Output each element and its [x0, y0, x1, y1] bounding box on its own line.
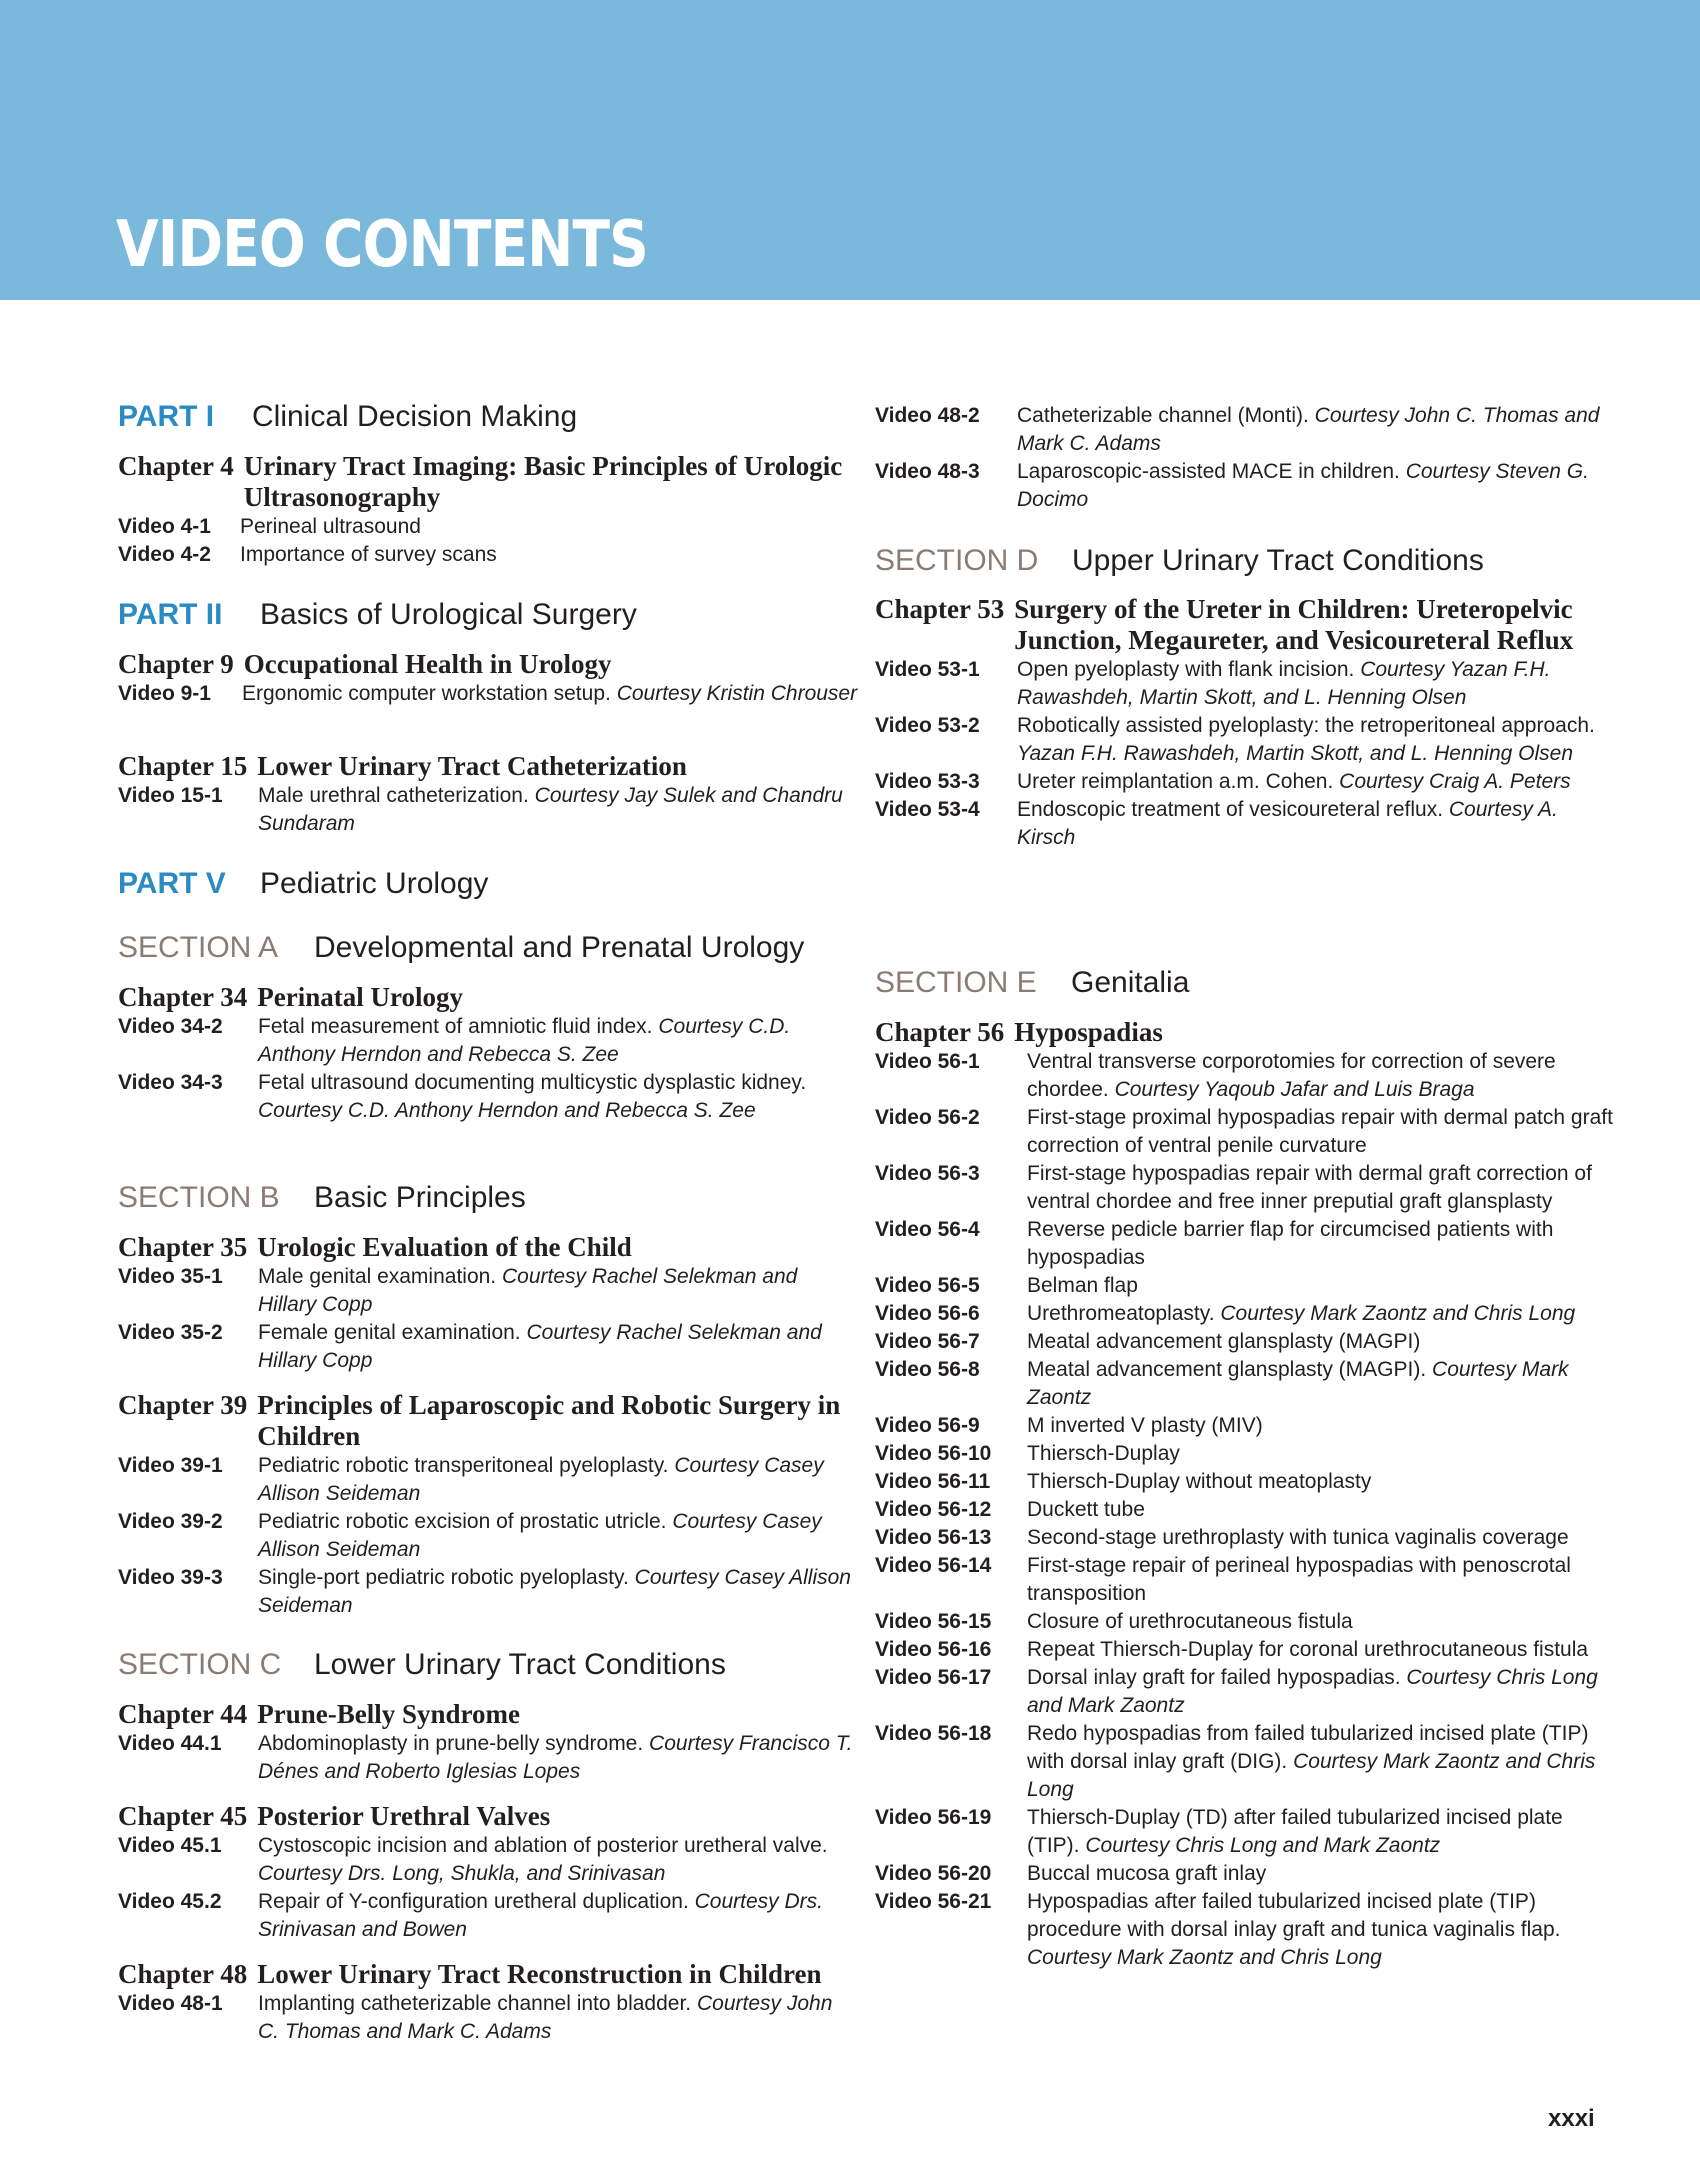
video-entry [875, 458, 1620, 514]
video-title: Ventral transverse corporotomies for correction of severe chordee. [1027, 1050, 1556, 1101]
video-entry [875, 1552, 1620, 1608]
chapter-label: Chapter 15 [118, 751, 248, 781]
video-list [118, 1832, 858, 1944]
video-title: Dorsal inlay graft for failed hypospadias. [1027, 1666, 1401, 1689]
video-title: First-stage proximal hypospadias repair with dermal patch graft correction of ventral penile curvature [1027, 1106, 1613, 1157]
video-title: Female genital examination. [258, 1321, 521, 1344]
video-entry [875, 1524, 1620, 1552]
video-title: Repeat Thiersch-Duplay for coronal urethrocutaneous fistula [1027, 1638, 1589, 1661]
chapter-heading [118, 1959, 858, 1990]
video-entry [875, 1356, 1620, 1412]
part-title: Basics of Urological Surgery [260, 598, 637, 631]
video-credit: Courtesy Yazan F.H. Rawashdeh, Martin Skott, and L. Henning Olsen [1017, 658, 1551, 709]
chapter-title: Occupational Health in Urology [243, 649, 612, 679]
video-title: Catheterizable channel (Monti). [1017, 404, 1309, 427]
video-entry [875, 1216, 1620, 1272]
chapter-title: Urinary Tract Imaging: Basic Principles of Urologic Ultrasonography [243, 451, 843, 512]
video-description [1027, 1412, 1620, 1440]
video-label: Video 48-1 [118, 1992, 223, 2015]
video-label: Video 56-17 [875, 1666, 992, 1689]
video-label: Video 44.1 [118, 1732, 222, 1755]
chapter-title: Posterior Urethral Valves [257, 1801, 551, 1831]
video-entry [875, 1496, 1620, 1524]
section-heading [118, 1648, 858, 1682]
chapter-title: Lower Urinary Tract Catheterization [257, 751, 687, 781]
chapter-label: Chapter 39 [118, 1390, 248, 1420]
video-description [1027, 1300, 1620, 1328]
video-label: Video 53-4 [875, 798, 980, 821]
video-title: Perineal ultrasound [240, 515, 421, 538]
video-description [258, 782, 858, 838]
video-entry [875, 1720, 1620, 1804]
video-credit: Courtesy Drs. Srinivasan and Bowen [258, 1890, 823, 1941]
video-label: Video 48-3 [875, 460, 980, 483]
video-label: Video 39-1 [118, 1454, 223, 1477]
video-credit: Courtesy Mark Zaontz and Chris Long [1027, 1946, 1382, 1969]
chapter-heading [118, 649, 858, 680]
part-heading [118, 867, 858, 901]
video-credit: Courtesy Francisco T. Dénes and Roberto Iglesias Lopes [258, 1732, 853, 1783]
chapter-block [875, 594, 1620, 852]
video-title: Ureter reimplantation a.m. Cohen. [1017, 770, 1334, 793]
chapter-label: Chapter 34 [118, 982, 248, 1012]
video-description [1027, 1608, 1620, 1636]
video-title: Urethromeatoplasty. [1027, 1302, 1215, 1325]
video-label: Video 56-1 [875, 1050, 980, 1073]
video-title: Pediatric robotic transperitoneal pyeloplasty. [258, 1454, 669, 1477]
video-entry [875, 1272, 1620, 1300]
video-title: Meatal advancement glansplasty (MAGPI). [1027, 1358, 1427, 1381]
chapter-title: Urologic Evaluation of the Child [257, 1232, 632, 1262]
video-description [258, 1069, 858, 1125]
chapter-label: Chapter 53 [875, 594, 1005, 624]
video-list [118, 1452, 858, 1620]
video-label: Video 56-2 [875, 1106, 980, 1129]
chapter-block [118, 1390, 858, 1620]
video-title: Repair of Y-configuration uretheral duplication. [258, 1890, 689, 1913]
part-title: Pediatric Urology [260, 867, 489, 900]
part-heading [118, 400, 858, 434]
video-title: Fetal measurement of amniotic fluid index. [258, 1015, 653, 1038]
video-entry [875, 1328, 1620, 1356]
video-credit: Courtesy John C. Thomas and Mark C. Adams [258, 1992, 833, 2043]
chapter-label: Chapter 9 [118, 649, 234, 679]
video-title: Robotically assisted pyeloplasty: the retroperitoneal approach. [1017, 714, 1595, 737]
chapter-block [118, 1699, 858, 1786]
video-credit: Courtesy Mark Zaontz and Chris Long [1220, 1302, 1576, 1325]
video-credit: Courtesy Chris Long and Mark Zaontz [1085, 1834, 1441, 1857]
video-label: Video 34-2 [118, 1015, 223, 1038]
video-description [1027, 1860, 1620, 1888]
video-description [1027, 1496, 1620, 1524]
video-description [240, 513, 858, 541]
chapter-block [118, 982, 858, 1125]
section-label: SECTION E [875, 966, 1037, 999]
video-description [258, 1990, 858, 2046]
video-title: Hypospadias after failed tubularized incised plate (TIP) procedure with dorsal inlay graft and tunica vaginalis flap. [1027, 1890, 1561, 1941]
video-description [258, 1832, 858, 1888]
video-title: Laparoscopic-assisted MACE in children. [1017, 460, 1400, 483]
video-label: Video 39-2 [118, 1510, 223, 1533]
video-title: Implanting catheterizable channel into bladder. [258, 1992, 692, 2015]
chapter-block [118, 1232, 858, 1375]
video-title: Redo hypospadias from failed tubularized incised plate (TIP) with dorsal inlay graft (DIG). [1027, 1722, 1589, 1773]
video-title: Second-stage urethroplasty with tunica vaginalis coverage [1027, 1526, 1569, 1549]
chapter-heading [875, 594, 1620, 656]
video-entry [875, 768, 1620, 796]
video-entry [875, 402, 1620, 458]
video-title: Belman flap [1027, 1274, 1138, 1297]
chapter-label: Chapter 44 [118, 1699, 248, 1729]
video-label: Video 45.2 [118, 1890, 222, 1913]
video-entry [118, 1832, 858, 1888]
part-label: PART V [118, 867, 226, 900]
chapter-block [118, 451, 858, 569]
chapter-label: Chapter 48 [118, 1959, 248, 1989]
video-label: Video 56-21 [875, 1890, 992, 1913]
video-entry [118, 1013, 858, 1069]
video-entry [875, 1160, 1620, 1216]
chapter-heading [118, 751, 858, 782]
video-description [1027, 1356, 1620, 1412]
video-credit: Courtesy John C. Thomas and Mark C. Adams [1017, 404, 1600, 455]
video-label: Video 56-14 [875, 1554, 992, 1577]
video-label: Video 56-7 [875, 1330, 980, 1353]
section-label: SECTION C [118, 1648, 282, 1681]
video-title: Endoscopic treatment of vesicoureteral reflux. [1017, 798, 1444, 821]
part-heading [118, 598, 858, 632]
video-label: Video 53-1 [875, 658, 980, 681]
video-label: Video 4-2 [118, 543, 211, 566]
video-list [118, 680, 858, 708]
video-title: Thiersch-Duplay (TD) after failed tubularized incised plate (TIP). [1027, 1806, 1563, 1857]
video-entry [875, 1888, 1620, 1972]
section-label: SECTION D [875, 544, 1039, 577]
video-label: Video 56-3 [875, 1162, 980, 1185]
video-label: Video 56-9 [875, 1414, 980, 1437]
video-title: Pediatric robotic excision of prostatic utricle. [258, 1510, 667, 1533]
video-entry [875, 1608, 1620, 1636]
video-description [258, 1013, 858, 1069]
section-label: SECTION B [118, 1181, 280, 1214]
video-entry [875, 1468, 1620, 1496]
video-label: Video 56-5 [875, 1274, 980, 1297]
chapter-label: Chapter 35 [118, 1232, 248, 1262]
video-entry [875, 712, 1620, 768]
video-credit: Yazan F.H. Rawashdeh, Martin Skott, and L. Henning Olsen [1017, 742, 1574, 765]
section-title: Upper Urinary Tract Conditions [1072, 544, 1484, 577]
video-label: Video 56-20 [875, 1862, 992, 1885]
video-label: Video 56-18 [875, 1722, 992, 1745]
video-label: Video 56-13 [875, 1526, 992, 1549]
video-credit: Courtesy Rachel Selekman and Hillary Copp [258, 1265, 798, 1316]
part-label: PART II [118, 598, 223, 631]
video-description [1027, 1328, 1620, 1356]
video-entry [875, 796, 1620, 852]
chapter-label: Chapter 56 [875, 1017, 1005, 1047]
chapter-title: Hypospadias [1014, 1017, 1163, 1047]
video-title: Cystoscopic incision and ablation of posterior uretheral valve. [258, 1834, 828, 1857]
video-entry [875, 1860, 1620, 1888]
section-heading [118, 931, 858, 965]
video-description [1017, 458, 1620, 514]
video-description [242, 680, 858, 708]
video-entry [118, 1990, 858, 2046]
video-description [258, 1730, 858, 1786]
video-label: Video 15-1 [118, 784, 223, 807]
video-description [258, 1564, 858, 1620]
chapter-title: Perinatal Urology [257, 982, 463, 1012]
section-title: Developmental and Prenatal Urology [314, 931, 805, 964]
video-title: Buccal mucosa graft inlay [1027, 1862, 1267, 1885]
video-description [1027, 1104, 1620, 1160]
video-credit: Courtesy Chris Long and Mark Zaontz [1027, 1666, 1598, 1717]
video-list [875, 402, 1620, 514]
header-banner [0, 0, 1700, 300]
video-credit: Courtesy Craig A. Peters [1339, 770, 1571, 793]
video-entry [118, 1730, 858, 1786]
video-entry [118, 513, 858, 541]
video-title: Closure of urethrocutaneous fistula [1027, 1610, 1353, 1633]
video-label: Video 56-12 [875, 1498, 992, 1521]
chapter-block [875, 1017, 1620, 1972]
video-description [258, 1508, 858, 1564]
chapter-heading [118, 1699, 858, 1730]
page-title: VIDEO CONTENTS [116, 208, 648, 282]
video-entry [118, 782, 858, 838]
video-title: Open pyeloplasty with flank incision. [1017, 658, 1355, 681]
video-entry [118, 1564, 858, 1620]
section-label: SECTION A [118, 931, 279, 964]
video-list [118, 1013, 858, 1125]
video-description [1017, 712, 1620, 768]
video-title: Abdominoplasty in prune-belly syndrome. [258, 1732, 644, 1755]
video-label: Video 53-2 [875, 714, 980, 737]
video-label: Video 56-10 [875, 1442, 992, 1465]
video-label: Video 56-8 [875, 1358, 980, 1381]
chapter-continued-block [875, 402, 1620, 514]
video-title: Male genital examination. [258, 1265, 497, 1288]
video-entry [118, 1263, 858, 1319]
video-description [1027, 1524, 1620, 1552]
video-label: Video 35-1 [118, 1265, 223, 1288]
video-description [1027, 1440, 1620, 1468]
video-title: Fetal ultrasound documenting multicystic dysplastic kidney. [258, 1071, 807, 1094]
video-credit: Courtesy Drs. Long, Shukla, and Srinivasan [258, 1862, 666, 1885]
video-entry [118, 541, 858, 569]
video-entry [875, 1104, 1620, 1160]
video-label: Video 35-2 [118, 1321, 223, 1344]
video-label: Video 4-1 [118, 515, 211, 538]
video-description [1027, 1216, 1620, 1272]
chapter-title: Prune-Belly Syndrome [257, 1699, 521, 1729]
video-description [1027, 1888, 1620, 1972]
video-credit: Courtesy Rachel Selekman and Hillary Copp [258, 1321, 822, 1372]
page-number: xxxi [1548, 2105, 1595, 2132]
video-label: Video 56-15 [875, 1610, 992, 1633]
video-label: Video 56-6 [875, 1302, 980, 1325]
video-credit: Courtesy Kristin Chrouser [616, 682, 858, 705]
video-entry [875, 1804, 1620, 1860]
video-label: Video 39-3 [118, 1566, 223, 1589]
video-title: First-stage repair of perineal hypospadias with penoscrotal transposition [1027, 1554, 1571, 1605]
video-credit: Courtesy Mark Zaontz and Chris Long [1027, 1750, 1596, 1801]
video-title: Reverse pedicle barrier flap for circumcised patients with hypospadias [1027, 1218, 1554, 1269]
section-title: Genitalia [1071, 966, 1190, 999]
video-title: M inverted V plasty (MIV) [1027, 1414, 1263, 1437]
video-list [118, 782, 858, 838]
part-title: Clinical Decision Making [252, 400, 578, 433]
video-title: First-stage hypospadias repair with dermal graft correction of ventral chordee and free inner preputial graft glansplasty [1027, 1162, 1592, 1213]
video-title: Duckett tube [1027, 1498, 1145, 1521]
part-label: PART I [118, 400, 215, 433]
video-entry [875, 1300, 1620, 1328]
video-description [258, 1452, 858, 1508]
video-description [258, 1888, 858, 1944]
video-entry [118, 1508, 858, 1564]
video-description [1027, 1720, 1620, 1804]
chapter-heading [118, 982, 858, 1013]
video-list [118, 513, 858, 569]
chapter-label: Chapter 45 [118, 1801, 248, 1831]
video-label: Video 45.1 [118, 1834, 222, 1857]
video-title: Ergonomic computer workstation setup. [242, 682, 611, 705]
video-credit: Courtesy Mark Zaontz [1027, 1358, 1569, 1409]
video-entry [118, 1452, 858, 1508]
video-description [1027, 1468, 1620, 1496]
chapter-block [118, 649, 858, 708]
chapter-heading [118, 1801, 858, 1832]
video-description [1027, 1272, 1620, 1300]
video-credit: Courtesy Casey Allison Seideman [258, 1454, 824, 1505]
chapter-title: Principles of Laparoscopic and Robotic Surgery in Children [257, 1390, 841, 1451]
section-heading [118, 1181, 858, 1215]
video-label: Video 53-3 [875, 770, 980, 793]
video-label: Video 9-1 [118, 682, 211, 705]
video-title: Male urethral catheterization. [258, 784, 529, 807]
chapter-title: Lower Urinary Tract Reconstruction in Children [257, 1959, 822, 1989]
video-list [875, 656, 1620, 852]
video-description [258, 1263, 858, 1319]
video-description [1027, 1048, 1620, 1104]
video-description [1017, 768, 1620, 796]
video-entry [875, 1048, 1620, 1104]
video-label: Video 56-4 [875, 1218, 980, 1241]
video-description [1017, 796, 1620, 852]
video-list [118, 1263, 858, 1375]
video-entry [875, 656, 1620, 712]
video-credit: Courtesy Casey Allison Seideman [258, 1566, 851, 1617]
chapter-block [118, 1801, 858, 1944]
video-label: Video 56-11 [875, 1470, 991, 1493]
video-credit: Courtesy Yaqoub Jafar and Luis Braga [1114, 1078, 1475, 1101]
chapter-block [118, 751, 858, 838]
video-title: Importance of survey scans [240, 543, 497, 566]
video-credit: Courtesy Jay Sulek and Chandru Sundaram [258, 784, 843, 835]
video-entry [875, 1636, 1620, 1664]
video-label: Video 56-19 [875, 1806, 992, 1829]
video-credit: Courtesy Casey Allison Seideman [258, 1510, 822, 1561]
section-heading [875, 966, 1620, 1000]
video-entry [118, 1888, 858, 1944]
video-list [118, 1990, 858, 2046]
video-description [1027, 1804, 1620, 1860]
video-label: Video 34-3 [118, 1071, 223, 1094]
video-entry [118, 1069, 858, 1125]
video-description [1027, 1664, 1620, 1720]
chapter-title: Surgery of the Ureter in Children: Ureteropelvic Junction, Megaureter, and Vesicoureteral Reflux [1014, 594, 1574, 655]
chapter-heading [875, 1017, 1620, 1048]
video-description [1017, 656, 1620, 712]
video-list [875, 1048, 1620, 1972]
video-credit: Courtesy Steven G. Docimo [1017, 460, 1589, 511]
section-title: Basic Principles [314, 1181, 526, 1214]
video-entry [875, 1440, 1620, 1468]
video-entry [875, 1664, 1620, 1720]
chapter-label: Chapter 4 [118, 451, 234, 481]
video-credit: Courtesy A. Kirsch [1017, 798, 1558, 849]
video-description [258, 1319, 858, 1375]
video-list [118, 1730, 858, 1786]
video-entry [875, 1412, 1620, 1440]
video-description [1027, 1636, 1620, 1664]
video-entry [118, 680, 858, 708]
video-description [1027, 1552, 1620, 1608]
video-title: Meatal advancement glansplasty (MAGPI) [1027, 1330, 1421, 1353]
chapter-heading [118, 1390, 858, 1452]
chapter-heading [118, 1232, 858, 1263]
video-credit: Courtesy C.D. Anthony Herndon and Rebecca S. Zee [258, 1099, 756, 1122]
video-description [1017, 402, 1620, 458]
section-title: Lower Urinary Tract Conditions [314, 1648, 726, 1681]
video-label: Video 48-2 [875, 404, 980, 427]
video-description [240, 541, 858, 569]
section-heading [875, 544, 1620, 578]
chapter-block [118, 1959, 858, 2046]
video-title: Single-port pediatric robotic pyeloplasty. [258, 1566, 629, 1589]
video-credit: Courtesy C.D. Anthony Herndon and Rebecca S. Zee [258, 1015, 791, 1066]
chapter-heading [118, 451, 858, 513]
video-description [1027, 1160, 1620, 1216]
video-title: Thiersch-Duplay without meatoplasty [1027, 1470, 1372, 1493]
video-entry [118, 1319, 858, 1375]
video-label: Video 56-16 [875, 1638, 992, 1661]
video-title: Thiersch-Duplay [1027, 1442, 1180, 1465]
